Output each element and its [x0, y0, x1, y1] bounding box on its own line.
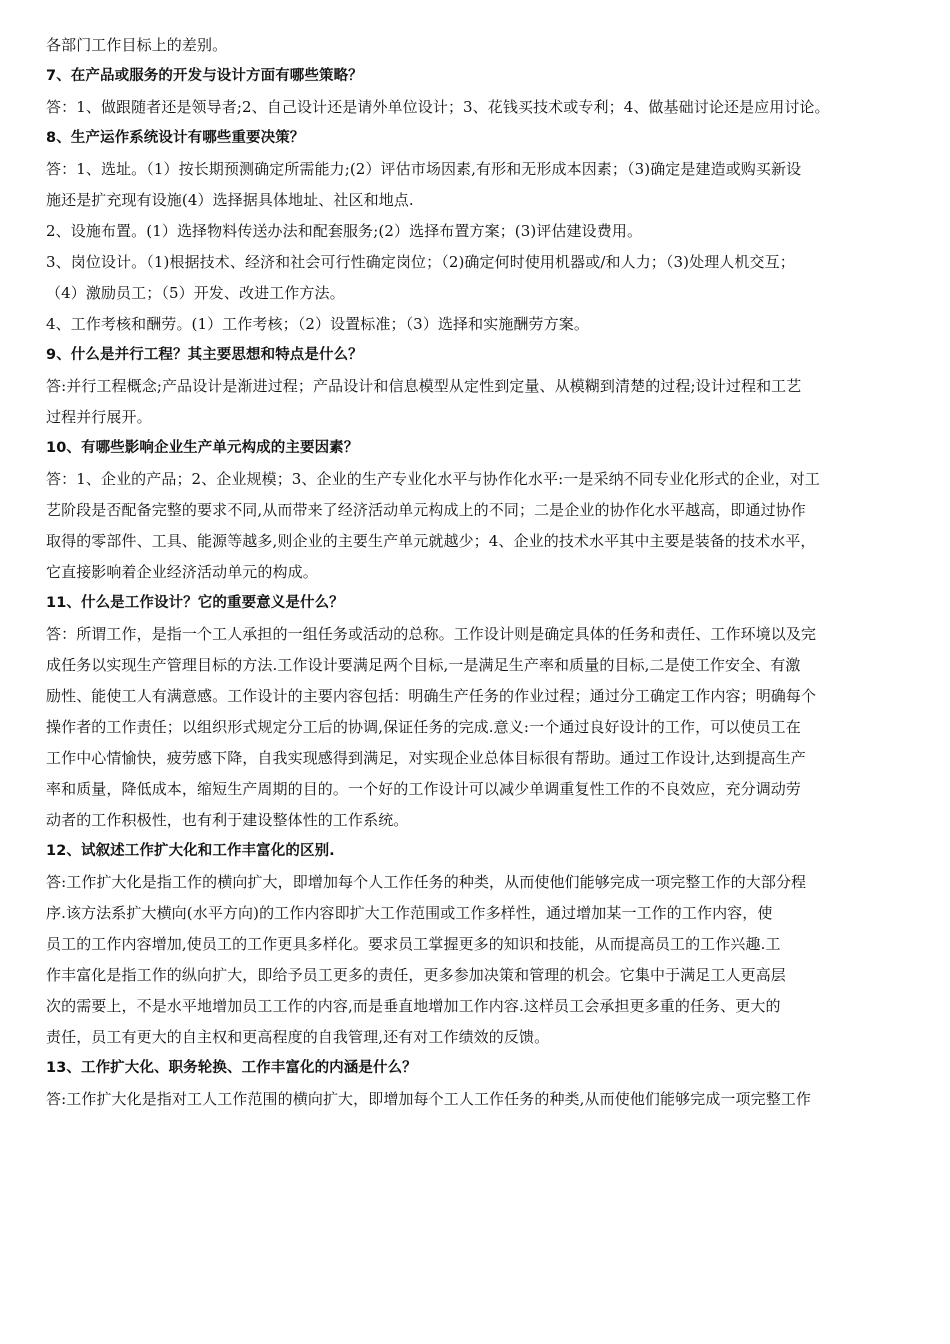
answer-text-line: 操作者的工作责任；以组织形式规定分工后的协调,保证任务的完成.意义:一个通过良好设计的工作，可以使员工在: [46, 718, 801, 736]
question-heading: 10、有哪些影响企业生产单元构成的主要因素？: [46, 440, 359, 456]
question-heading: 9、什么是并行工程？其主要思想和特点是什么？: [46, 347, 363, 363]
answer-text-line: 过程并行展开。: [46, 408, 152, 426]
answer-text-line: 答：1、做跟随者还是领导者;2、自己设计还是请外单位设计；3、花钱买技术或专利；4、做基础讨论还是应用讨论。: [46, 98, 830, 116]
answer-text-line: 3、岗位设计。（1)根据技术、经济和社会可行性确定岗位；（2)确定何时使用机器或/和人力；（3)处理人机交互；: [46, 253, 795, 271]
answer-text-line: 2、设施布置。(1）选择物料传送办法和配套服务;(2）选择布置方案；(3)评估建设费用。: [46, 222, 643, 240]
answer-text-line: 次的需要上，不是水平地增加员工工作的内容,而是垂直地增加工作内容.这样员工会承担更多重的任务、更大的: [46, 997, 781, 1015]
answer-text-line: 责任，员工有更大的自主权和更高程度的自我管理,还有对工作绩效的反馈。: [46, 1028, 550, 1046]
answer-text-line: 答:工作扩大化是指工作的横向扩大，即增加每个人工作任务的种类，从而使他们能够完成一项完整工作的大部分程: [46, 873, 807, 891]
answer-text-line: 它直接影响着企业经济活动单元的构成。: [46, 563, 318, 581]
answer-text-line: 答：1、选址。（1）按长期预测确定所需能力;(2）评估市场因素,有形和无形成本因素；（3)确定是建造或购买新设: [46, 160, 802, 178]
question-heading: 11、什么是工作设计？它的重要意义是什么？: [46, 595, 344, 611]
answer-text-line: 率和质量，降低成本，缩短生产周期的目的。一个好的工作设计可以减少单调重复性工作的不良效应，充分调动劳: [46, 780, 802, 798]
answer-text-line: 各部门工作目标上的差别。: [46, 36, 228, 54]
answer-text-line: （4）激励员工；（5）开发、改进工作方法。: [46, 284, 345, 302]
answer-text-line: 答：1、企业的产品；2、企业规模；3、企业的生产专业化水平与协作化水平:一是采纳不同专业化形式的企业，对工: [46, 470, 820, 488]
answer-text-line: 序.该方法系扩大横向(水平方向)的工作内容即扩大工作范围或工作多样性，通过增加某一工作的工作内容，使: [46, 904, 773, 922]
answer-text-line: 成任务以实现生产管理目标的方法.工作设计要满足两个目标,一是满足生产率和质量的目标,二是使工作安全、有激: [46, 656, 801, 674]
question-heading: 12、试叙述工作扩大化和工作丰富化的区别.: [46, 843, 335, 859]
answer-text-line: 艺阶段是否配备完整的要求不同,从而带来了经济活动单元构成上的不同；二是企业的协作化水平越高，即通过协作: [46, 501, 806, 519]
question-heading: 13、工作扩大化、职务轮换、工作丰富化的内涵是什么？: [46, 1060, 417, 1076]
answer-text-line: 员工的工作内容增加,使员工的工作更具多样化。要求员工掌握更多的知识和技能，从而提高员工的工作兴趣.工: [46, 935, 781, 953]
answer-text-line: 施还是扩充现有设施(4）选择据具体地址、社区和地点.: [46, 191, 414, 209]
answer-text-line: 工作中心情愉快，疲劳感下降，自我实现感得到满足，对实现企业总体目标很有帮助。通过工作设计,达到提高生产: [46, 749, 806, 767]
answer-text-line: 答：所谓工作，是指一个工人承担的一组任务或活动的总称。工作设计则是确定具体的任务和责任、工作环境以及完: [46, 625, 817, 643]
answer-text-line: 4、工作考核和酬劳。(1）工作考核；（2）设置标准；（3）选择和实施酬劳方案。: [46, 315, 589, 333]
answer-text-line: 答:并行工程概念;产品设计是渐进过程；产品设计和信息模型从定性到定量、从模糊到清楚的过程;设计过程和工艺: [46, 377, 802, 395]
answer-text-line: 励性、能使工人有满意感。工作设计的主要内容包括：明确生产任务的作业过程；通过分工确定工作内容；明确每个: [46, 687, 817, 705]
document-body: [46, 30, 906, 1115]
answer-text-line: 答:工作扩大化是指对工人工作范围的横向扩大，即增加每个工人工作任务的种类,从而使他们能够完成一项完整工作: [46, 1090, 812, 1108]
answer-text-line: 动者的工作积极性，也有利于建设整体性的工作系统。: [46, 811, 409, 829]
answer-text-line: 作丰富化是指工作的纵向扩大，即给予员工更多的责任，更多参加决策和管理的机会。它集中于满足工人更高层: [46, 966, 786, 984]
question-heading: 7、在产品或服务的开发与设计方面有哪些策略？: [46, 68, 363, 84]
question-heading: 8、生产运作系统设计有哪些重要决策？: [46, 130, 305, 146]
answer-text-line: 取得的零部件、工具、能源等越多,则企业的主要生产单元就越少；4、企业的技术水平其中主要是装备的技术水平，: [46, 532, 816, 550]
